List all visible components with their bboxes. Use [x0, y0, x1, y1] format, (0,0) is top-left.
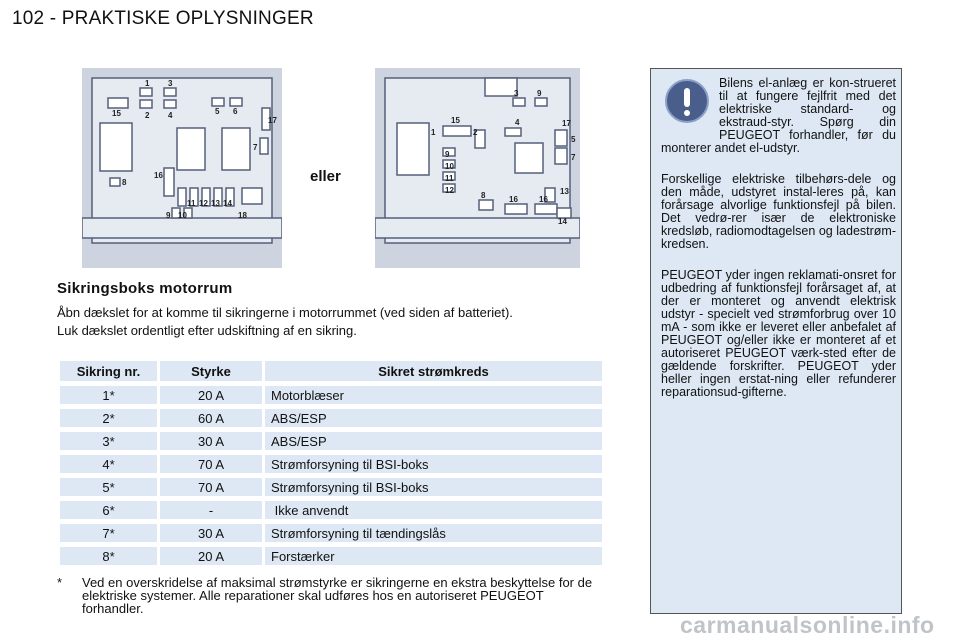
instruction-open: Åbn dækslet for at komme til sikringerne i motorrummet (ved siden af batteriet).: [57, 305, 513, 320]
header-circuit: Sikret strømkreds: [265, 361, 602, 381]
label-3: 3: [168, 79, 173, 88]
label-4: 4: [168, 111, 173, 120]
label-10: 10: [445, 162, 454, 171]
label-8: 8: [122, 178, 127, 187]
label-18: 18: [238, 211, 247, 220]
fuse-rating: 20 A: [160, 547, 262, 565]
fuse-box-drawing-right: [375, 68, 580, 268]
warning-paragraph-3: PEUGEOT yder ingen reklamati-onsret for udbedring af funktionsfejl forårsaget af, at der er monteret og anvendt elektrisk udstyr - specielt ved strømforbrug over 10 mA - som ikke er leveret eller anbefalet af PEUGEOT og/eller ikke er monteret af et autoriseret PEUGEOT værk-sted efter de gældende forskrifter. PEUGEOT yder heller ingen erstat-ning eller refunderer reparationsud-gifterne.: [661, 268, 896, 399]
table-row: [60, 455, 602, 473]
fuse-circuit: ABS/ESP: [265, 432, 602, 450]
fuse-rating: 30 A: [160, 432, 262, 450]
fuse-circuit: Motorblæser: [265, 386, 602, 404]
fuse-rating: 30 A: [160, 524, 262, 542]
label-15: 15: [112, 109, 121, 118]
label-5: 5: [215, 107, 220, 116]
table-row: [60, 524, 602, 542]
label-8: 8: [481, 191, 486, 200]
footnote-marker: *: [57, 575, 63, 590]
fuse-box-diagram-right: [375, 68, 580, 268]
footnote-text: Ved en overskridelse af maksimal strømstyrke er sikringerne en ekstra beskyttelse for de elektriske systemer. Alle reparationer skal udføres hos en autoriseret PEUGEOT forhandler.: [82, 575, 593, 616]
label-1: 1: [145, 79, 150, 88]
label-1: 1: [431, 128, 436, 137]
fuse-number: 8*: [60, 547, 157, 565]
fuse-box-drawing-left: [82, 68, 282, 268]
label-11: 11: [187, 199, 196, 208]
label-16b: 16: [539, 195, 548, 204]
section-title: Sikringsboks motorrum: [57, 280, 233, 297]
fuse-rating: 60 A: [160, 409, 262, 427]
fuse-circuit: Strømforsyning til BSI-boks: [265, 478, 602, 496]
label-2: 2: [145, 111, 150, 120]
label-3: 3: [514, 89, 519, 98]
label-9: 9: [166, 211, 171, 220]
label-15: 15: [451, 116, 460, 125]
fuse-number: 5*: [60, 478, 157, 496]
header-rating: Styrke: [160, 361, 262, 381]
warning-text: [661, 77, 896, 417]
fuse-table: [57, 356, 605, 570]
fuse-number: 7*: [60, 524, 157, 542]
table-row: [60, 478, 602, 496]
page-title: 102 - PRAKTISKE OPLYSNINGER: [12, 8, 314, 29]
fuse-rating: 70 A: [160, 478, 262, 496]
header-fuse-number: Sikring nr.: [60, 361, 157, 381]
fuse-number: 1*: [60, 386, 157, 404]
label-12: 12: [199, 199, 208, 208]
fuse-number: 3*: [60, 432, 157, 450]
watermark: carmanualsonline.info: [680, 612, 935, 638]
fuse-circuit: Strømforsyning til BSI-boks: [265, 455, 602, 473]
table-row: [60, 386, 602, 404]
fuse-circuit: Strømforsyning til tændingslås: [265, 524, 602, 542]
fuse-circuit: Ikke anvendt: [265, 501, 602, 519]
table-header-row: [60, 361, 602, 381]
fuse-circuit: Forstærker: [265, 547, 602, 565]
label-16a: 16: [509, 195, 518, 204]
label-5: 5: [571, 135, 576, 144]
label-4: 4: [515, 118, 520, 127]
fuse-box-diagram-left: [82, 68, 282, 268]
label-7: 7: [253, 143, 258, 152]
label-17: 17: [562, 119, 571, 128]
label-16: 16: [154, 171, 163, 180]
table-row: [60, 547, 602, 565]
label-7: 7: [571, 153, 576, 162]
label-6: 6: [233, 107, 238, 116]
warning-paragraph-2: Forskellige elektriske tilbehørs-dele og den måde, udstyret instal-leres på, kan forårsage alvorlige funktionsfejl på bilen. Det vedrø-rer især de elektroniske kredsløb, radiomodtagelsen og ladestrøm-kredsen.: [661, 172, 896, 251]
instruction-close: Luk dækslet ordentligt efter udskiftning af en sikring.: [57, 323, 357, 338]
label-12: 12: [445, 186, 454, 195]
table-row: [60, 409, 602, 427]
table-row: [60, 501, 602, 519]
connector-word: eller: [310, 168, 341, 185]
label-14: 14: [558, 217, 567, 226]
label-11: 11: [445, 174, 454, 183]
fuse-rating: 70 A: [160, 455, 262, 473]
table-row: [60, 432, 602, 450]
fuse-number: 2*: [60, 409, 157, 427]
fuse-rating: -: [160, 501, 262, 519]
fuse-number: 6*: [60, 501, 157, 519]
footnote: [57, 576, 602, 615]
warning-paragraph-1: Bilens el-anlæg er kon-strueret til at fungere fejlfrit med det elektriske standard- og ekstraud-styr. Spørg din PEUGEOT forhandler, før du monterer andet el-udstyr.: [661, 76, 896, 155]
label-13: 13: [211, 199, 220, 208]
label-9: 9: [537, 89, 542, 98]
label-10: 10: [178, 211, 187, 220]
fuse-rating: 20 A: [160, 386, 262, 404]
label-13: 13: [560, 187, 569, 196]
warning-sidebar: [650, 68, 902, 614]
label-17: 17: [268, 116, 277, 125]
label-14: 14: [223, 199, 232, 208]
fuse-circuit: ABS/ESP: [265, 409, 602, 427]
fuse-number: 4*: [60, 455, 157, 473]
label-9b: 9: [445, 150, 450, 159]
label-2: 2: [473, 128, 478, 137]
